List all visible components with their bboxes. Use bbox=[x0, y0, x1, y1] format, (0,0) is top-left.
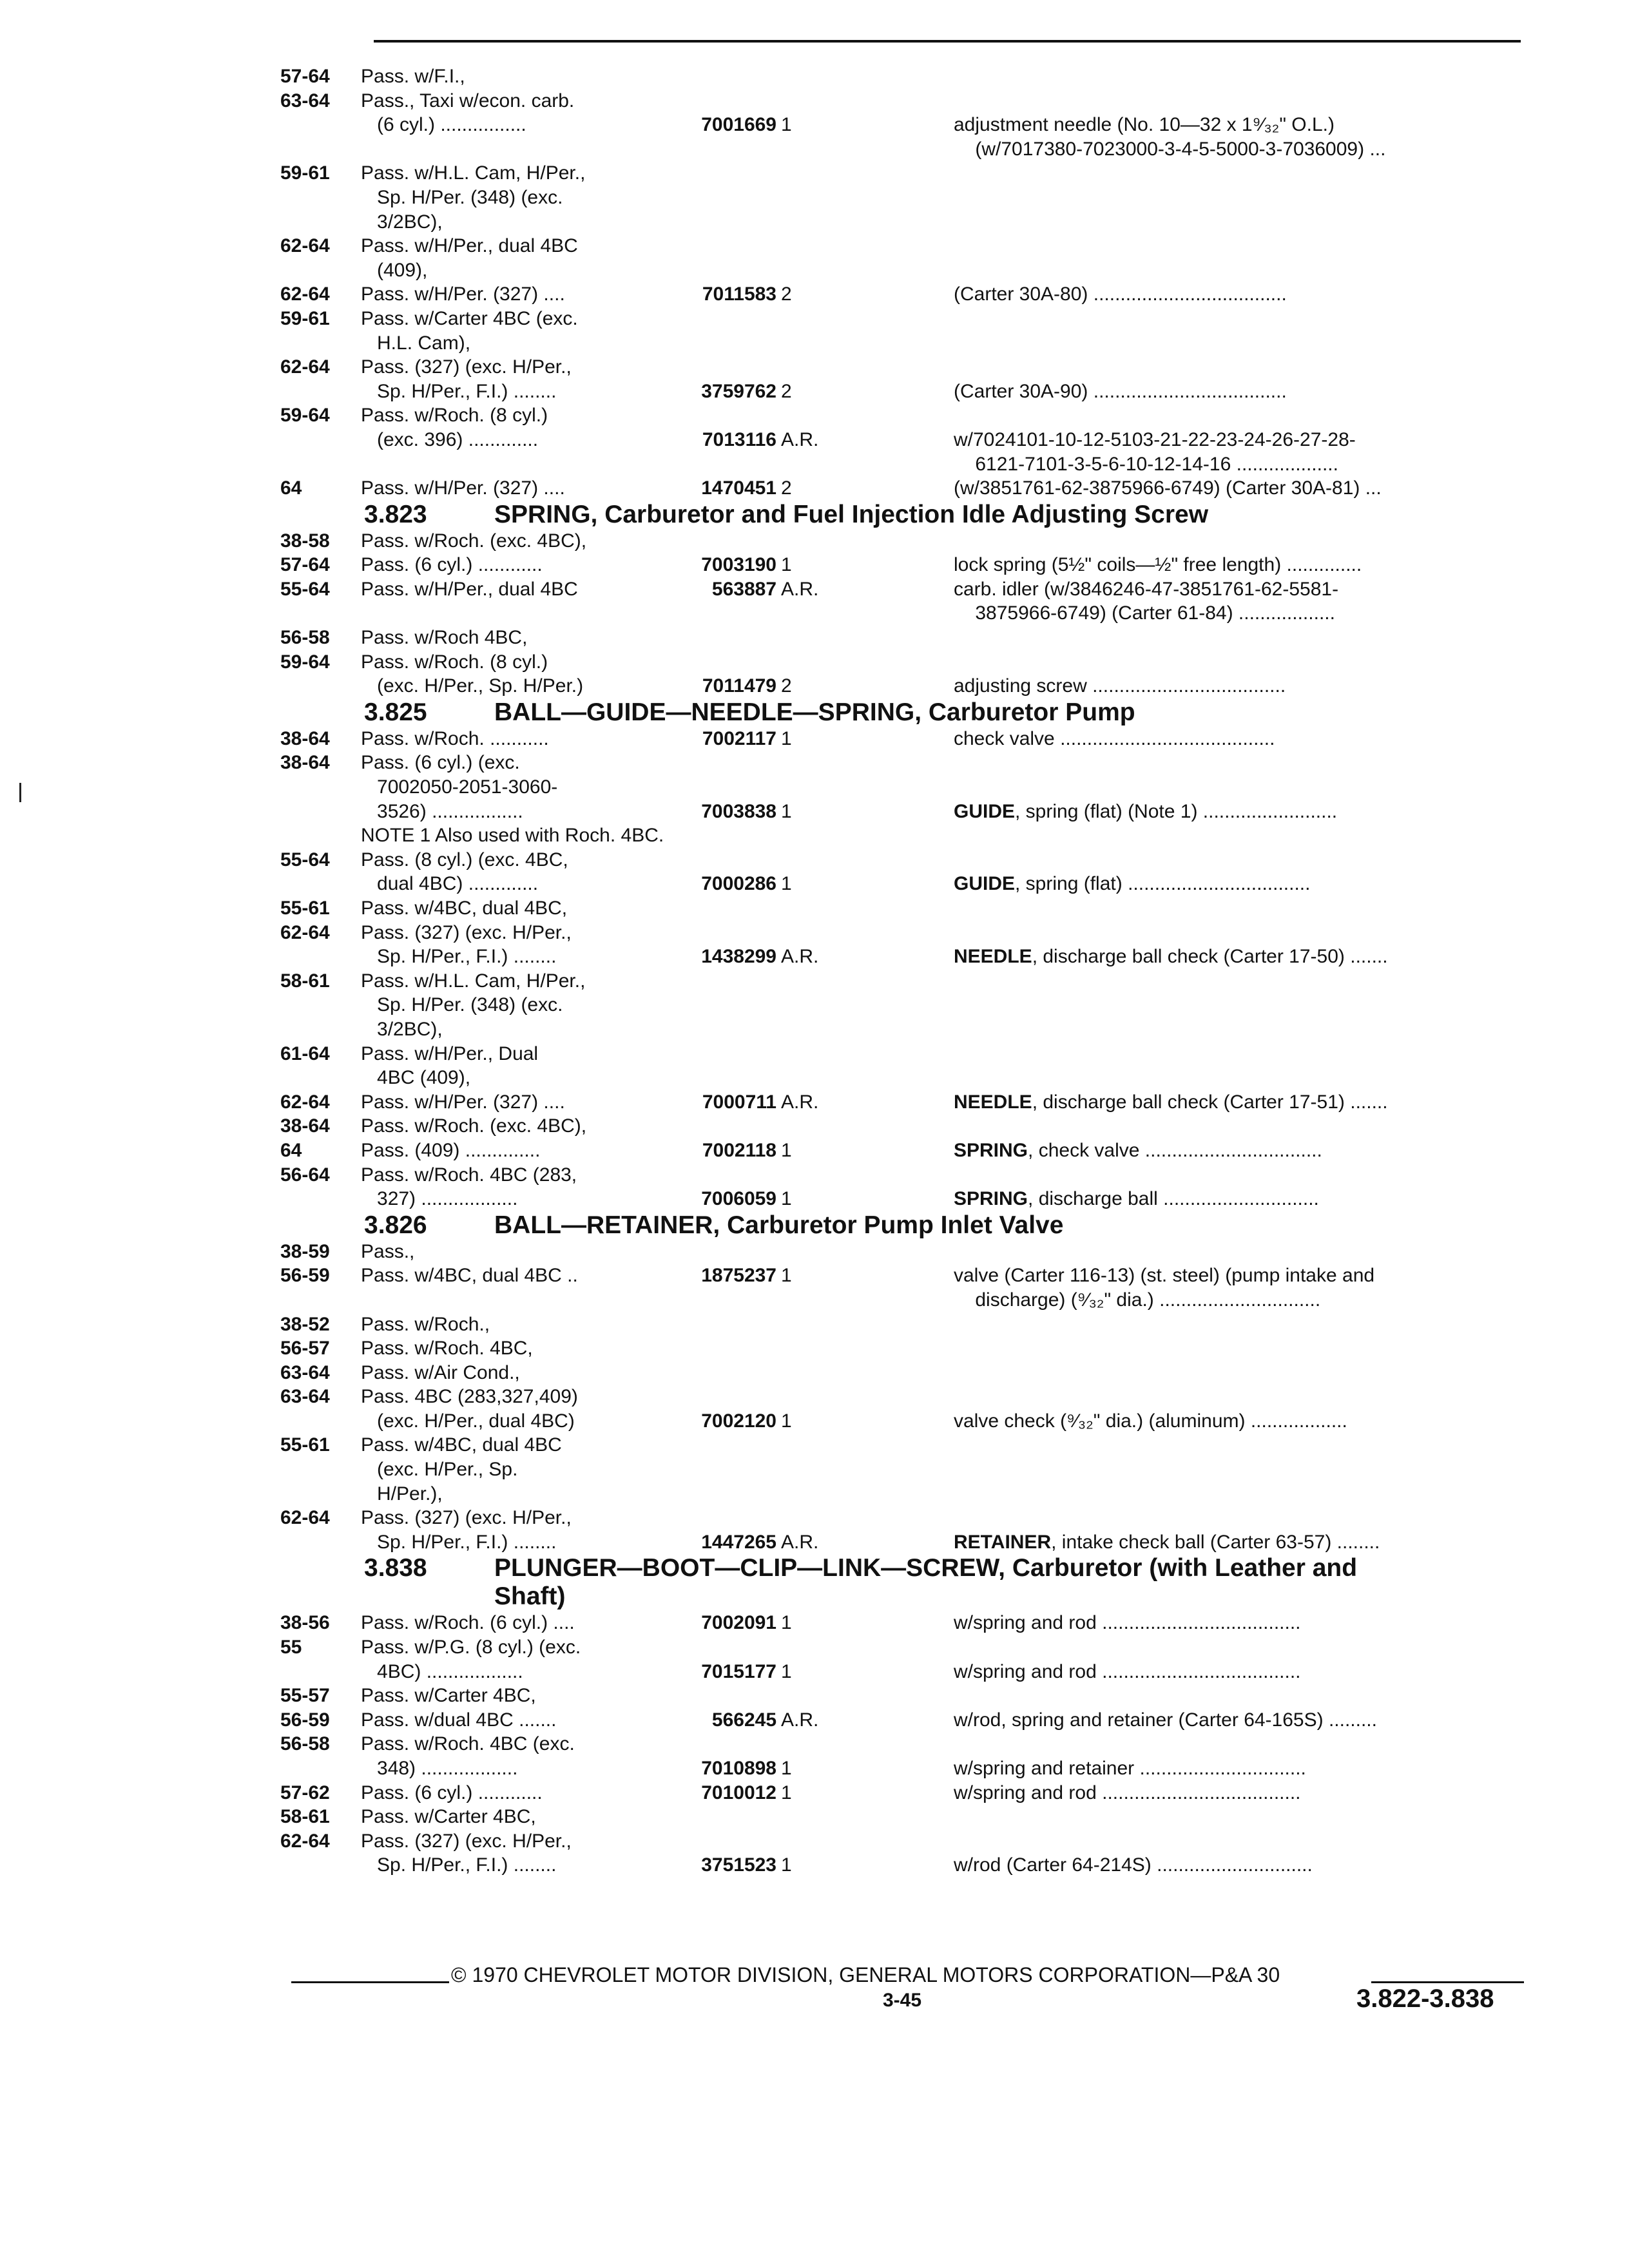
application: Pass. w/Roch., bbox=[361, 1313, 490, 1335]
description: w/spring and rod ..................................... bbox=[954, 1612, 1301, 1634]
parts-row bbox=[280, 1385, 1527, 1409]
description: SPRING, discharge ball ............................. bbox=[954, 1188, 1319, 1210]
model-years: 64 bbox=[280, 477, 302, 499]
section-heading bbox=[280, 1582, 1527, 1611]
margin-mark bbox=[19, 783, 21, 802]
model-years: 58-61 bbox=[280, 1806, 330, 1828]
parts-row bbox=[280, 89, 1527, 113]
parts-row bbox=[280, 1139, 1527, 1163]
parts-row bbox=[280, 355, 1527, 380]
section-number: 3.825 bbox=[364, 698, 427, 726]
description: check valve ........................................ bbox=[954, 727, 1275, 749]
section-title: Shaft) bbox=[494, 1582, 566, 1611]
application: Pass. w/P.G. (8 cyl.) (exc. bbox=[361, 1637, 581, 1658]
quantity: A.R. bbox=[781, 578, 819, 600]
application: Pass. w/H/Per. (327) .... bbox=[361, 1091, 565, 1113]
quantity: 1 bbox=[781, 114, 792, 136]
quantity: 2 bbox=[781, 477, 792, 499]
model-years: 55 bbox=[280, 1637, 302, 1658]
parts-row bbox=[280, 476, 1527, 501]
parts-row bbox=[280, 775, 1527, 800]
parts-row bbox=[280, 210, 1527, 235]
application: Pass. w/Roch. 4BC (exc. bbox=[361, 1733, 575, 1755]
parts-row bbox=[280, 1017, 1527, 1042]
part-number: 7006059 bbox=[701, 1188, 776, 1210]
model-years: 59-61 bbox=[280, 307, 330, 329]
section-heading bbox=[280, 501, 1527, 529]
parts-row bbox=[280, 186, 1527, 210]
model-years: 63-64 bbox=[280, 1361, 330, 1383]
description: NEEDLE, discharge ball check (Carter 17-50) ....... bbox=[954, 946, 1388, 968]
quantity: 1 bbox=[781, 727, 792, 749]
parts-row bbox=[280, 1684, 1527, 1708]
parts-row bbox=[280, 896, 1527, 921]
description: SPRING, check valve ................................. bbox=[954, 1139, 1322, 1161]
application: Pass. w/dual 4BC ....... bbox=[361, 1709, 557, 1731]
parts-row bbox=[280, 1530, 1527, 1555]
part-number: 7010898 bbox=[701, 1758, 776, 1779]
application: Pass. w/Roch. 4BC (283, bbox=[361, 1164, 577, 1186]
model-years: 59-64 bbox=[280, 651, 330, 673]
section-heading bbox=[280, 1554, 1527, 1582]
parts-row bbox=[280, 64, 1527, 89]
parts-row bbox=[280, 529, 1527, 553]
description: adjustment needle (No. 10—32 x 1⁹⁄₃₂" O.L.) bbox=[954, 114, 1335, 136]
parts-row bbox=[280, 848, 1527, 872]
parts-row bbox=[280, 403, 1527, 428]
application: Pass. (327) (exc. H/Per., bbox=[361, 356, 572, 378]
model-years: 64 bbox=[280, 1139, 302, 1161]
application: 3526) ................. bbox=[361, 800, 523, 822]
parts-row bbox=[280, 1312, 1527, 1337]
section-heading bbox=[280, 698, 1527, 727]
application: 4BC) .................. bbox=[361, 1660, 523, 1682]
parts-row bbox=[280, 1756, 1527, 1781]
parts-row bbox=[280, 428, 1527, 452]
application: Pass. w/Roch. (6 cyl.) .... bbox=[361, 1612, 575, 1634]
application: Pass. w/Roch. ........... bbox=[361, 727, 549, 749]
model-years: 56-58 bbox=[280, 1733, 330, 1755]
parts-row bbox=[280, 113, 1527, 137]
application: Pass. 4BC (283,327,409) bbox=[361, 1386, 578, 1408]
quantity: 1 bbox=[781, 1854, 792, 1876]
model-years: 61-64 bbox=[280, 1043, 330, 1064]
footer-rule-left bbox=[291, 1981, 449, 1983]
parts-row bbox=[280, 1163, 1527, 1187]
parts-row bbox=[280, 800, 1527, 824]
application: Sp. H/Per., F.I.) ........ bbox=[361, 380, 557, 402]
model-years: 38-59 bbox=[280, 1240, 330, 1262]
description: (Carter 30A-90) .................................... bbox=[954, 380, 1287, 402]
application: (exc. H/Per., dual 4BC) bbox=[361, 1410, 575, 1432]
description: w/rod (Carter 64-214S) ............................. bbox=[954, 1854, 1313, 1876]
application: Pass. w/H/Per., dual 4BC bbox=[361, 235, 578, 257]
application: Sp. H/Per., F.I.) ........ bbox=[361, 1854, 557, 1876]
application: Sp. H/Per., F.I.) ........ bbox=[361, 1531, 557, 1553]
parts-row bbox=[280, 577, 1527, 602]
model-years: 62-64 bbox=[280, 284, 330, 305]
parts-row bbox=[280, 969, 1527, 994]
parts-row bbox=[280, 1853, 1527, 1878]
application: Pass. w/H/Per., dual 4BC bbox=[361, 578, 578, 600]
parts-row bbox=[280, 1660, 1527, 1684]
model-years: 56-64 bbox=[280, 1164, 330, 1186]
quantity: 1 bbox=[781, 1410, 792, 1432]
quantity: 1 bbox=[781, 554, 792, 576]
description: 6121-7101-3-5-6-10-12-14-16 ................... bbox=[954, 453, 1338, 475]
model-years: 55-64 bbox=[280, 849, 330, 870]
parts-row bbox=[280, 331, 1527, 356]
parts-row bbox=[280, 307, 1527, 331]
model-years: 63-64 bbox=[280, 90, 330, 111]
parts-row bbox=[280, 1482, 1527, 1506]
model-years: 62-64 bbox=[280, 921, 330, 943]
application: Pass. w/H/Per. (327) .... bbox=[361, 284, 565, 305]
part-number: 7002120 bbox=[701, 1410, 776, 1432]
description: (w/3851761-62-3875966-6749) (Carter 30A-81) ... bbox=[954, 477, 1382, 499]
parts-row bbox=[280, 258, 1527, 283]
quantity: 2 bbox=[781, 675, 792, 697]
part-number: 7002117 bbox=[702, 727, 776, 749]
application: Pass. w/Roch. (exc. 4BC), bbox=[361, 1115, 587, 1137]
parts-row bbox=[280, 137, 1527, 162]
parts-row bbox=[280, 1635, 1527, 1660]
model-years: 55-57 bbox=[280, 1685, 330, 1707]
quantity: A.R. bbox=[781, 1531, 819, 1553]
quantity: 1 bbox=[781, 1265, 792, 1287]
model-years: 55-61 bbox=[280, 1434, 330, 1456]
part-number: 7000286 bbox=[701, 873, 776, 895]
description: GUIDE, spring (flat) (Note 1) ......................... bbox=[954, 800, 1338, 822]
model-years: 57-64 bbox=[280, 554, 330, 576]
description: w/spring and retainer ............................... bbox=[954, 1758, 1306, 1779]
parts-row bbox=[280, 1457, 1527, 1482]
parts-row bbox=[280, 452, 1527, 477]
quantity: 1 bbox=[781, 1758, 792, 1779]
part-number: 7002091 bbox=[701, 1612, 776, 1634]
model-years: 38-52 bbox=[280, 1313, 330, 1335]
application: (409), bbox=[361, 259, 428, 281]
parts-row bbox=[280, 1708, 1527, 1733]
quantity: 1 bbox=[781, 800, 792, 822]
parts-row bbox=[280, 823, 1527, 848]
description: valve (Carter 116-13) (st. steel) (pump intake and bbox=[954, 1265, 1375, 1287]
model-years: 56-59 bbox=[280, 1265, 330, 1287]
parts-row bbox=[280, 380, 1527, 404]
section-title: PLUNGER—BOOT—CLIP—LINK—SCREW, Carburetor (with Leather and bbox=[494, 1554, 1358, 1582]
model-years: 56-58 bbox=[280, 627, 330, 649]
parts-row bbox=[280, 1187, 1527, 1211]
parts-row bbox=[280, 1114, 1527, 1139]
part-number: 7010012 bbox=[701, 1782, 776, 1803]
model-years: 57-64 bbox=[280, 66, 330, 87]
model-years: 38-64 bbox=[280, 727, 330, 749]
part-number: 7011479 bbox=[702, 675, 776, 697]
part-number: 7003838 bbox=[701, 800, 776, 822]
quantity: 1 bbox=[781, 1188, 792, 1210]
application: (exc. 396) ............. bbox=[361, 428, 539, 450]
application: (exc. H/Per., Sp. H/Per.) bbox=[361, 675, 584, 697]
application: 3/2BC), bbox=[361, 1018, 443, 1040]
application: Pass. (6 cyl.) (exc. bbox=[361, 752, 520, 774]
model-years: 62-64 bbox=[280, 356, 330, 378]
application: Pass. (327) (exc. H/Per., bbox=[361, 1830, 572, 1852]
application: Pass. w/Roch. 4BC, bbox=[361, 1338, 533, 1360]
section-number: 3.823 bbox=[364, 500, 427, 528]
application: Pass. (6 cyl.) ............ bbox=[361, 1782, 543, 1803]
description: (w/7017380-7023000-3-4-5-5000-3-7036009) ... bbox=[954, 138, 1386, 160]
parts-row bbox=[280, 1506, 1527, 1530]
application: Pass., bbox=[361, 1240, 415, 1262]
application: Pass. w/Roch. (exc. 4BC), bbox=[361, 530, 587, 552]
description: w/spring and rod ..................................... bbox=[954, 1782, 1301, 1803]
part-number: 3751523 bbox=[701, 1854, 776, 1876]
application: dual 4BC) ............. bbox=[361, 873, 539, 895]
application: Pass. w/Carter 4BC, bbox=[361, 1685, 536, 1707]
application: Pass. w/4BC, dual 4BC .. bbox=[361, 1265, 578, 1287]
parts-row bbox=[280, 993, 1527, 1017]
application: 3/2BC), bbox=[361, 211, 443, 233]
part-number: 7002118 bbox=[702, 1139, 776, 1161]
application: Pass. (327) (exc. H/Per., bbox=[361, 921, 572, 943]
quantity: 2 bbox=[781, 284, 792, 305]
application: Pass. w/H/Per., Dual bbox=[361, 1043, 539, 1064]
description: NEEDLE, discharge ball check (Carter 17-51) ....... bbox=[954, 1091, 1388, 1113]
model-years: 62-64 bbox=[280, 1830, 330, 1852]
parts-row bbox=[280, 1336, 1527, 1361]
description: (Carter 30A-80) .................................... bbox=[954, 284, 1287, 305]
application: Pass. w/Roch. (8 cyl.) bbox=[361, 651, 548, 673]
model-years: 62-64 bbox=[280, 1091, 330, 1113]
parts-row bbox=[280, 282, 1527, 307]
part-number: 7003190 bbox=[701, 554, 776, 576]
parts-row bbox=[280, 921, 1527, 945]
page-number: 3-45 bbox=[883, 1990, 922, 2011]
part-number: 1438299 bbox=[701, 946, 776, 968]
application: Pass. (327) (exc. H/Per., bbox=[361, 1507, 572, 1529]
description: lock spring (5½" coils—½" free length) .............. bbox=[954, 554, 1362, 576]
parts-row bbox=[280, 553, 1527, 577]
application: Pass. w/4BC, dual 4BC, bbox=[361, 898, 568, 919]
parts-row bbox=[280, 1829, 1527, 1854]
model-years: 55-64 bbox=[280, 578, 330, 600]
description: w/spring and rod ..................................... bbox=[954, 1660, 1301, 1682]
application: Pass. w/H.L. Cam, H/Per., bbox=[361, 970, 586, 992]
quantity: 1 bbox=[781, 873, 792, 895]
parts-row bbox=[280, 1781, 1527, 1805]
parts-row bbox=[280, 626, 1527, 650]
application: Pass. w/4BC, dual 4BC bbox=[361, 1434, 562, 1456]
parts-row bbox=[280, 1611, 1527, 1635]
description: discharge) (⁹⁄₃₂" dia.) .............................. bbox=[954, 1289, 1321, 1311]
application: Pass., Taxi w/econ. carb. bbox=[361, 90, 575, 111]
parts-row bbox=[280, 1288, 1527, 1312]
application: Pass. w/Air Cond., bbox=[361, 1361, 520, 1383]
top-rule bbox=[374, 40, 1521, 43]
section-title: BALL—RETAINER, Carburetor Pump Inlet Valve bbox=[494, 1211, 1064, 1239]
parts-row bbox=[280, 1090, 1527, 1115]
parts-listing bbox=[280, 64, 1527, 1878]
model-years: 56-57 bbox=[280, 1338, 330, 1360]
parts-row bbox=[280, 1042, 1527, 1066]
section-range: 3.822-3.838 bbox=[1356, 1984, 1494, 2013]
parts-row bbox=[280, 751, 1527, 775]
part-number: 1470451 bbox=[701, 477, 776, 499]
model-years: 59-61 bbox=[280, 162, 330, 184]
application: Sp. H/Per. (348) (exc. bbox=[361, 994, 563, 1016]
application: Pass. w/H.L. Cam, H/Per., bbox=[361, 162, 586, 184]
description: GUIDE, spring (flat) .................................. bbox=[954, 873, 1311, 895]
quantity: 1 bbox=[781, 1782, 792, 1803]
application: H.L. Cam), bbox=[361, 332, 471, 354]
parts-row bbox=[280, 872, 1527, 896]
model-years: 63-64 bbox=[280, 1386, 330, 1408]
application: Pass. w/H/Per. (327) .... bbox=[361, 477, 565, 499]
model-years: 62-64 bbox=[280, 1507, 330, 1529]
parts-row bbox=[280, 1409, 1527, 1434]
description: 3875966-6749) (Carter 61-84) .................. bbox=[954, 602, 1335, 624]
quantity: A.R. bbox=[781, 1709, 819, 1731]
application: H/Per.), bbox=[361, 1483, 443, 1504]
section-heading bbox=[280, 1211, 1527, 1240]
part-number: 7013116 bbox=[702, 428, 776, 450]
section-title: SPRING, Carburetor and Fuel Injection Idle Adjusting Screw bbox=[494, 500, 1209, 528]
application: Pass. w/Roch. (8 cyl.) bbox=[361, 405, 548, 427]
application: 327) .................. bbox=[361, 1188, 518, 1210]
parts-row bbox=[280, 1066, 1527, 1090]
part-number: 7001669 bbox=[701, 114, 776, 136]
section-title: BALL—GUIDE—NEEDLE—SPRING, Carburetor Pump bbox=[494, 698, 1135, 726]
quantity: 1 bbox=[781, 1612, 792, 1634]
application: (exc. H/Per., Sp. bbox=[361, 1459, 518, 1481]
part-number: 1447265 bbox=[701, 1531, 776, 1553]
application: Pass. (409) .............. bbox=[361, 1139, 541, 1161]
description: adjusting screw .................................... bbox=[954, 675, 1286, 697]
parts-row bbox=[280, 601, 1527, 626]
parts-row bbox=[280, 1433, 1527, 1457]
application: Pass. (6 cyl.) ............ bbox=[361, 554, 543, 576]
model-years: 56-59 bbox=[280, 1709, 330, 1731]
model-years: 38-64 bbox=[280, 752, 330, 774]
parts-row bbox=[280, 234, 1527, 258]
application: Sp. H/Per., F.I.) ........ bbox=[361, 946, 557, 968]
part-number: 7011583 bbox=[702, 284, 776, 305]
application: Pass. w/Carter 4BC, bbox=[361, 1806, 536, 1828]
part-number: 566245 bbox=[711, 1709, 776, 1731]
application: NOTE 1 Also used with Roch. 4BC. bbox=[361, 825, 664, 847]
model-years: 55-61 bbox=[280, 898, 330, 919]
model-years: 38-64 bbox=[280, 1115, 330, 1137]
description: valve check (⁹⁄₃₂" dia.) (aluminum) .................. bbox=[954, 1410, 1347, 1432]
quantity: A.R. bbox=[781, 428, 819, 450]
parts-row bbox=[280, 945, 1527, 969]
quantity: A.R. bbox=[781, 946, 819, 968]
footer-copyright: © 1970 CHEVROLET MOTOR DIVISION, GENERAL MOTORS CORPORATION—P&A 30 bbox=[451, 1963, 1280, 1986]
parts-row bbox=[280, 1732, 1527, 1756]
application: Pass. w/Roch 4BC, bbox=[361, 627, 528, 649]
application: 348) .................. bbox=[361, 1758, 518, 1779]
application: Pass. w/Carter 4BC (exc. bbox=[361, 307, 578, 329]
model-years: 57-62 bbox=[280, 1782, 330, 1803]
quantity: 1 bbox=[781, 1660, 792, 1682]
parts-row bbox=[280, 161, 1527, 186]
part-number: 7000711 bbox=[702, 1091, 776, 1113]
model-years: 62-64 bbox=[280, 235, 330, 257]
part-number: 7015177 bbox=[701, 1660, 776, 1682]
section-number: 3.838 bbox=[364, 1554, 427, 1582]
section-number: 3.826 bbox=[364, 1211, 427, 1239]
parts-row bbox=[280, 727, 1527, 751]
model-years: 38-58 bbox=[280, 530, 330, 552]
parts-row bbox=[280, 1805, 1527, 1829]
quantity: A.R. bbox=[781, 1091, 819, 1113]
application: Pass. (8 cyl.) (exc. 4BC, bbox=[361, 849, 568, 870]
application: Sp. H/Per. (348) (exc. bbox=[361, 186, 563, 208]
part-number: 1875237 bbox=[701, 1265, 776, 1287]
application: Pass. w/F.I., bbox=[361, 66, 465, 87]
parts-row bbox=[280, 1361, 1527, 1385]
parts-row bbox=[280, 650, 1527, 675]
model-years: 38-56 bbox=[280, 1612, 330, 1634]
parts-row bbox=[280, 1240, 1527, 1264]
description: RETAINER, intake check ball (Carter 63-57) ........ bbox=[954, 1531, 1380, 1553]
parts-row bbox=[280, 1264, 1527, 1288]
parts-row bbox=[280, 674, 1527, 698]
application: 4BC (409), bbox=[361, 1067, 471, 1089]
footer-rule-right bbox=[1371, 1981, 1524, 1983]
model-years: 59-64 bbox=[280, 405, 330, 427]
part-number: 3759762 bbox=[701, 380, 776, 402]
model-years: 58-61 bbox=[280, 970, 330, 992]
application: (6 cyl.) ................ bbox=[361, 114, 526, 136]
application: 7002050-2051-3060- bbox=[361, 776, 558, 798]
part-number: 563887 bbox=[711, 578, 776, 600]
quantity: 1 bbox=[781, 1139, 792, 1161]
description: carb. idler (w/3846246-47-3851761-62-5581- bbox=[954, 578, 1339, 600]
description: w/7024101-10-12-5103-21-22-23-24-26-27-28- bbox=[954, 428, 1356, 450]
description: w/rod, spring and retainer (Carter 64-165S) ......... bbox=[954, 1709, 1377, 1731]
quantity: 2 bbox=[781, 380, 792, 402]
